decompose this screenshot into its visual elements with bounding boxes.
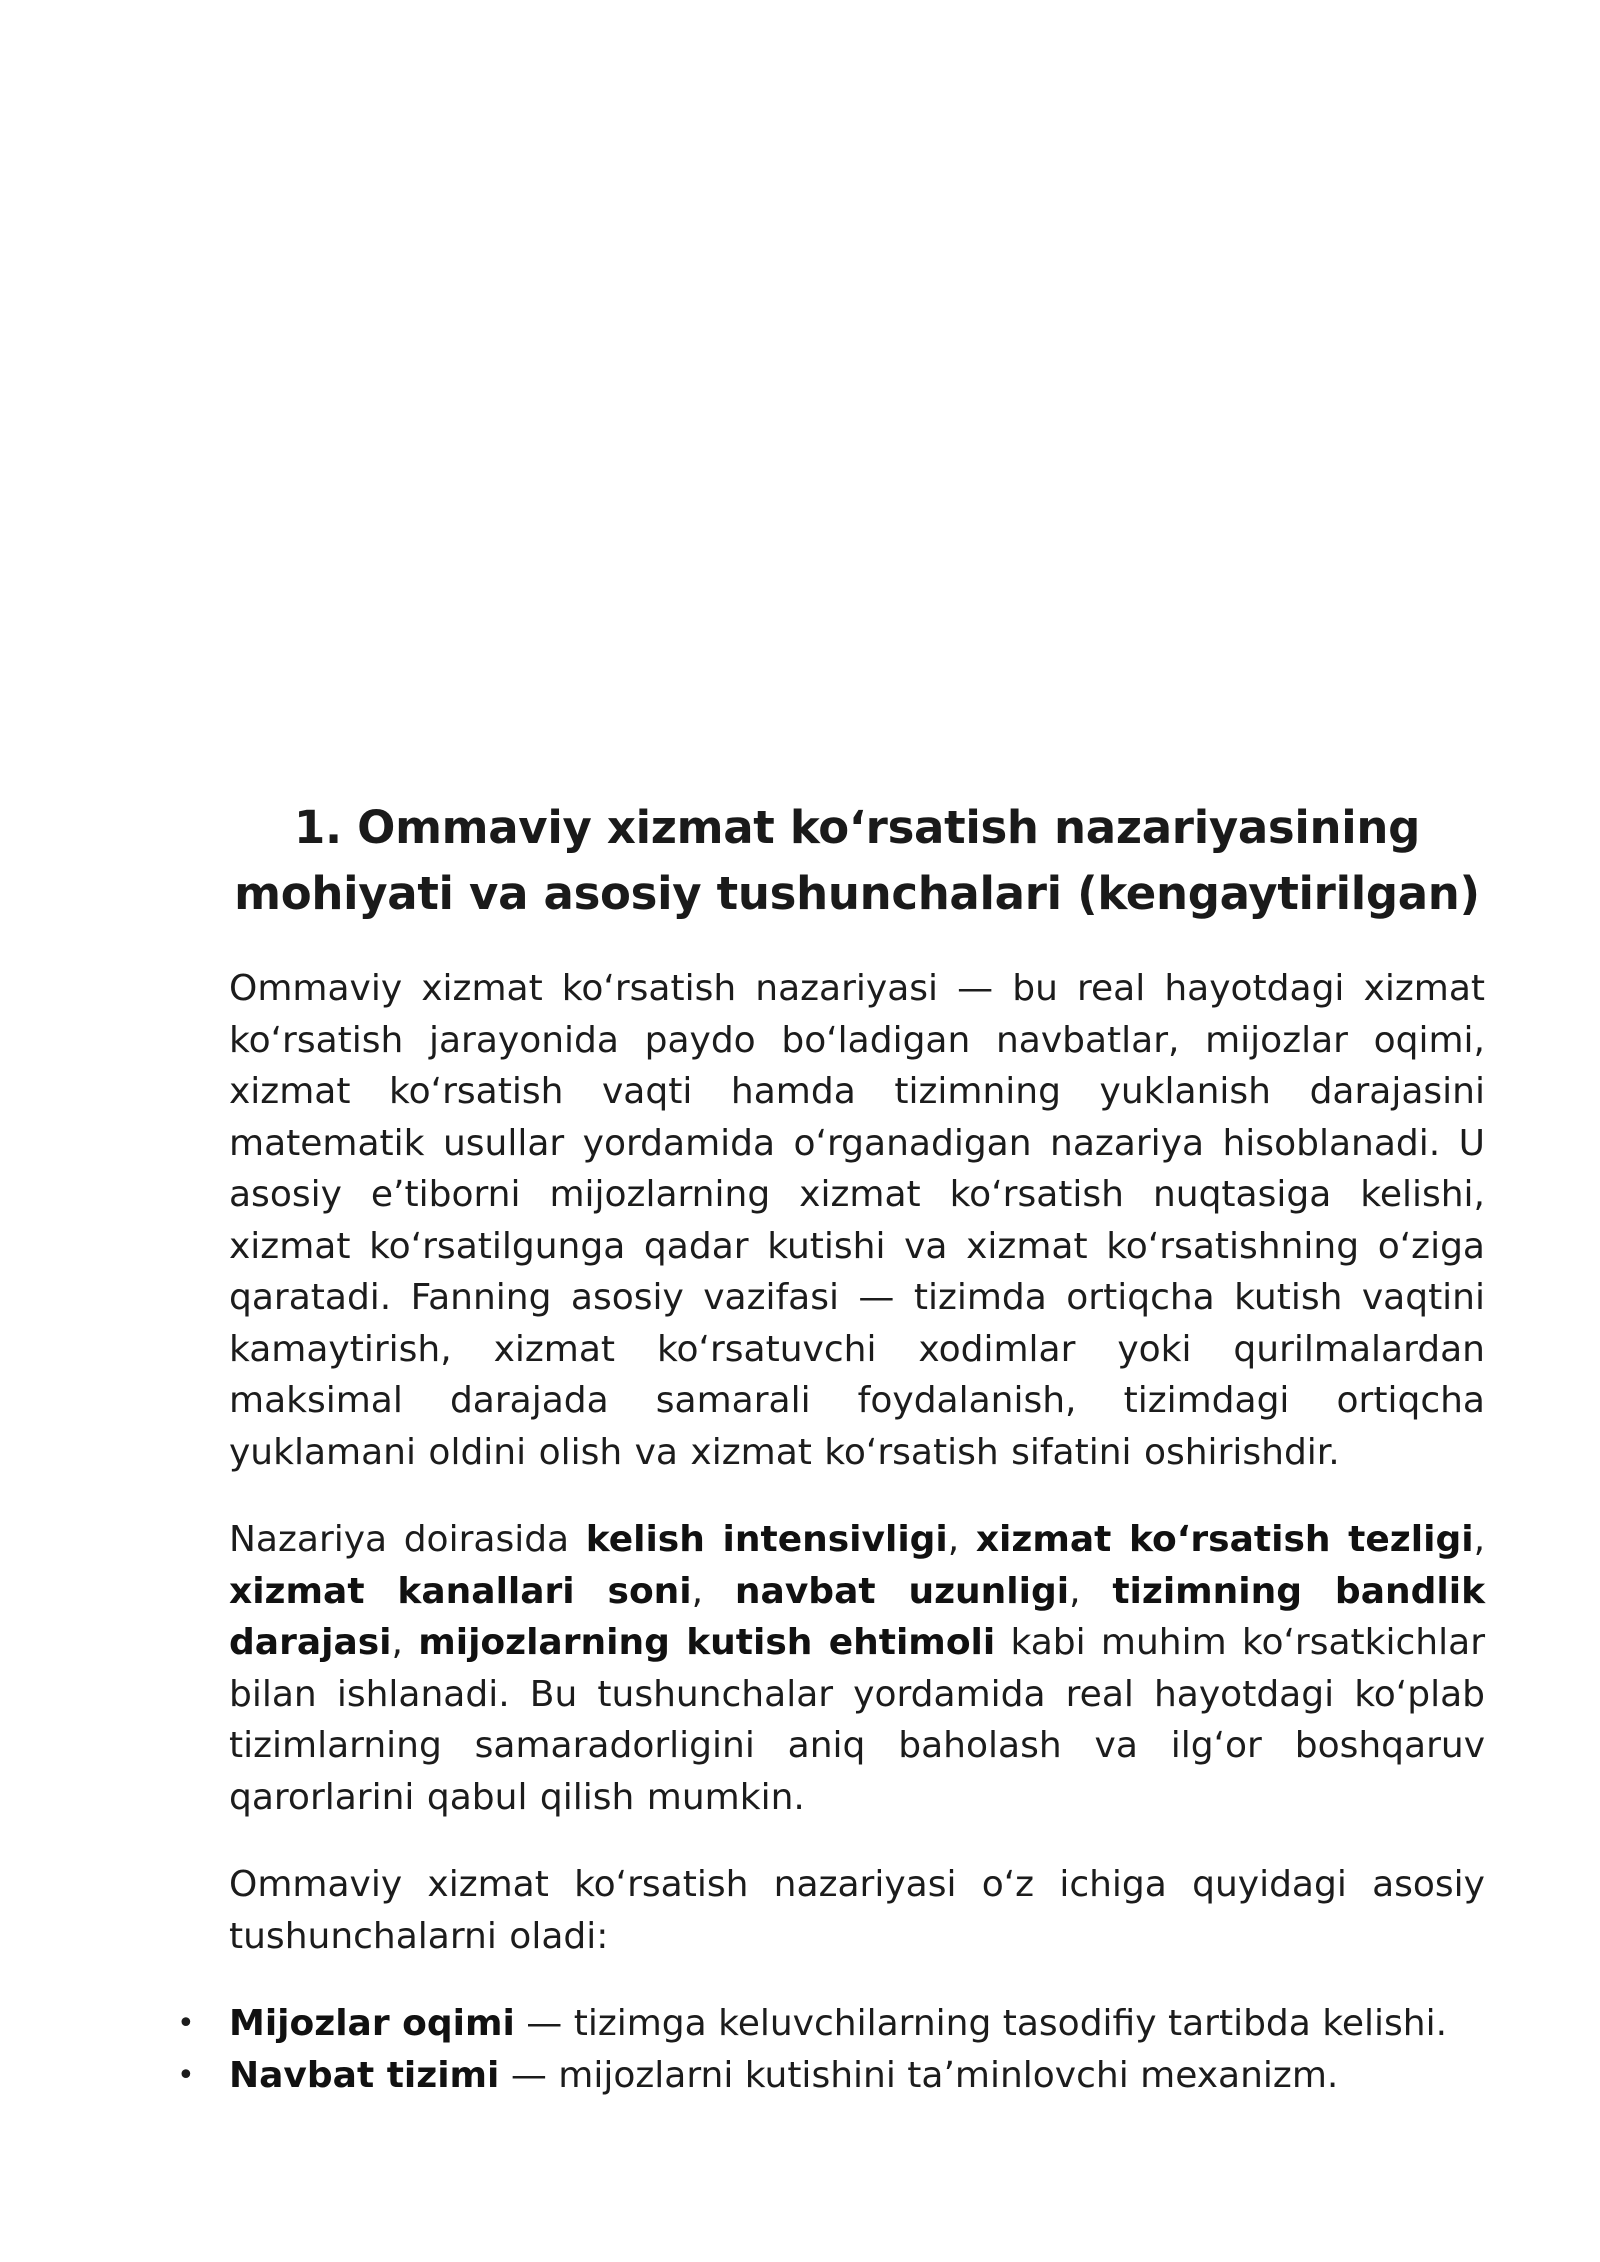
bullet-icon: •: [177, 2006, 195, 2041]
term-occupancy-level: tizimning bandlik darajasi: [229, 1570, 1486, 1663]
document-content: [177, 795, 1486, 2101]
list-item: [177, 2050, 1485, 2102]
list-item-text: — tizimga keluvchilarning tasodifiy tartibda kelishi.: [514, 2003, 1448, 2044]
separator: ,: [691, 1570, 735, 1612]
section-title-line-2: mohiyati va asosiy tushunchalari (kengaytirilgan): [234, 867, 1480, 920]
section-title-line-1: 1. Ommaviy xizmat koʻrsatish nazariyasining: [293, 801, 1421, 854]
paragraph-indicators: [229, 1514, 1485, 1823]
paragraph-definition: Ommaviy xizmat koʻrsatish nazariyasi — bu real hayotdagi xizmat koʻrsatish jarayonida paydo boʻladigan navbatlar, mijozlar oqimi, xizmat koʻrsatish vaqti hamda tizimning yuklanish darajasini matematik usullar yordamida oʻrganadigan nazariya hisoblanadi. U asosiy e’tiborni mijozlarning xizmat koʻrsatish nuqtasiga kelishi, xizmat koʻrsatilgunga qadar kutishi va xizmat koʻrsatishning oʻziga qaratadi. Fanning asosiy vazifasi — tizimda ortiqcha kutish vaqtini kamaytirish, xizmat koʻrsatuvchi xodimlar yoki qurilmalardan maksimal darajada samarali foydalanish, tizimdagi ortiqcha yuklamani oldini olish va xizmat koʻrsatish sifatini oshirishdir.: [229, 968, 1485, 1473]
term-queue-length: navbat uzunligi: [734, 1570, 1070, 1612]
term-waiting-probability: mijozlarning kutish ehtimoli: [418, 1622, 996, 1663]
list-item-term: Navbat tizimi: [229, 2054, 500, 2096]
section-title: [229, 795, 1485, 927]
paragraph-indicators-lead: Nazariya doirasida: [229, 1519, 586, 1560]
list-item-term: Mijozlar oqimi: [229, 2003, 515, 2044]
concepts-list: [177, 1998, 1485, 2101]
separator: ,: [391, 1622, 419, 1663]
bullet-icon: •: [177, 2057, 195, 2093]
list-item: [177, 1998, 1485, 2050]
term-arrival-intensity: kelish intensivligi: [585, 1519, 948, 1560]
term-service-channels: xizmat kanallari soni: [229, 1570, 692, 1612]
paragraph-concepts-intro: Ommaviy xizmat koʻrsatish nazariyasi oʻz ichiga quyidagi asosiy tushunchalarni oladi:: [229, 1864, 1485, 1957]
separator: ,: [1473, 1519, 1486, 1560]
paragraph-indicators-tail: kabi muhim koʻrsatkichlar bilan ishlanadi. Bu tushunchalar yordamida real hayotdagi koʻplab tizimlarning samaradorligini aniq baholash va ilgʻor boshqaruv qarorlarini qabul qilish mumkin.: [229, 1622, 1485, 1818]
list-item-text: — mijozlarni kutishini ta’minlovchi mexanizm.: [499, 2054, 1339, 2096]
separator: ,: [1069, 1570, 1113, 1612]
term-service-speed: xizmat koʻrsatish tezligi: [975, 1519, 1474, 1560]
separator: ,: [947, 1519, 976, 1560]
